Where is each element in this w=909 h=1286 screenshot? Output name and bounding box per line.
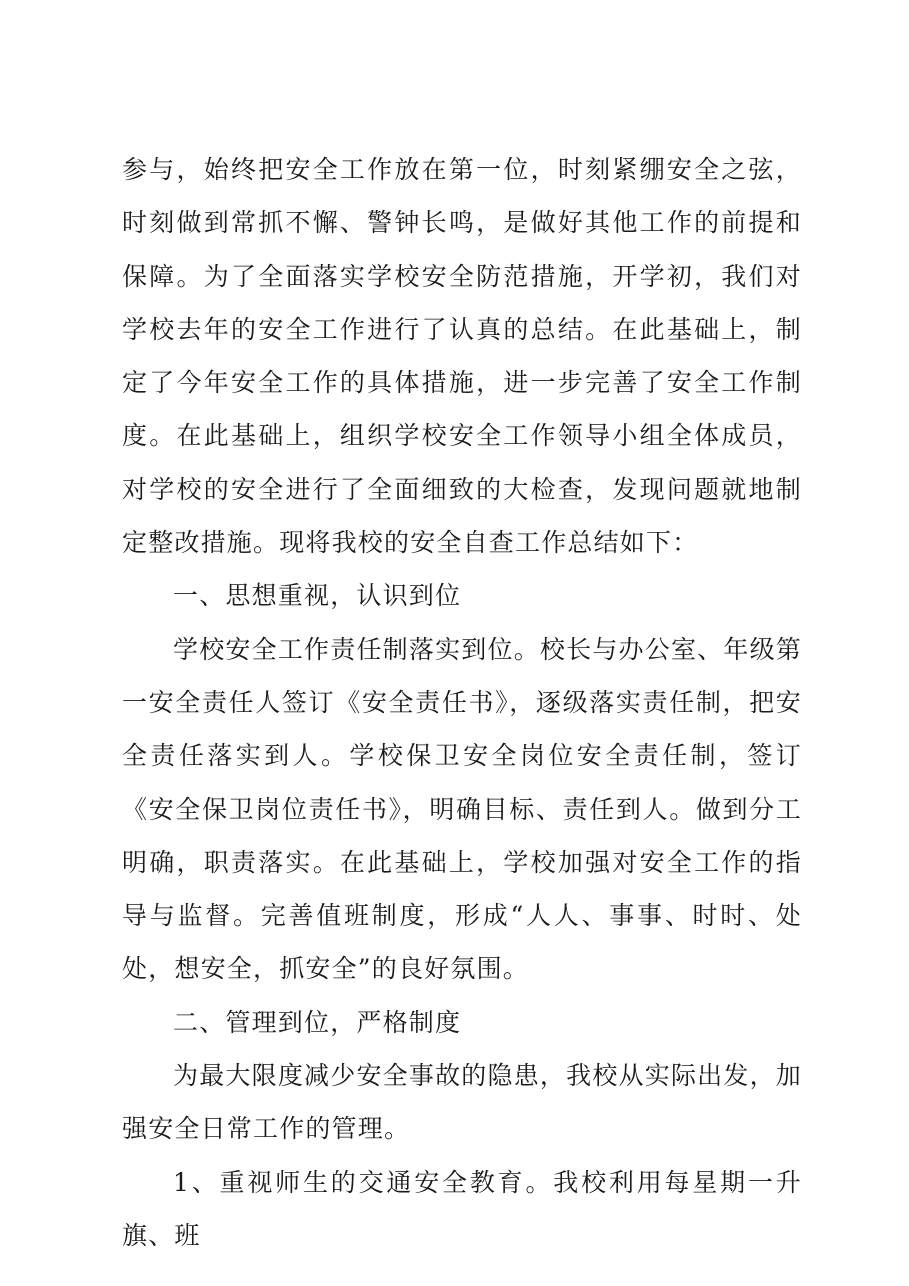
paragraph-section-1: 学校安全工作责任制落实到位。校长与办公室、年级第一安全责任人签订《安全责任书》，逐级落实责任制，把安全责任落实到人。学校保卫安全岗位安全责任制，签订《安全保卫岗位责任书》，明确目标、责任到人。做到分工明确，职责落实。在此基础上，学校加强对安全工作的指导与监督。完善值班制度，形成“人人、事事、时时、处处，想安全，抓安全”的良好氛围。 bbox=[122, 634, 802, 984]
section-heading-1: 一、思想重视，认识到位 bbox=[173, 581, 462, 611]
section-heading-2: 二、管理到位，严格制度 bbox=[173, 1007, 462, 1037]
paragraph-section-2: 为最大限度减少安全事故的隐患，我校从实际出发，加强安全日常工作的管理。 bbox=[122, 1061, 802, 1144]
paragraph-item-1: 1、重视师生的交通安全教育。我校利用每星期一升旗、班 bbox=[122, 1167, 802, 1250]
paragraph-intro: 参与，始终把安全工作放在第一位，时刻紧绷安全之弦，时刻做到常抓不懈、警钟长鸣，是做好其他工作的前提和保障。为了全面落实学校安全防范措施，开学初，我们对学校去年的安全工作进行了认真的总结。在此基础上，制定了今年安全工作的具体措施，进一步完善了安全工作制度。在此基础上，组织学校安全工作领导小组全体成员，对学校的安全进行了全面细致的大检查，发现问题就地制定整改措施。现将我校的安全自查工作总结如下： bbox=[122, 155, 802, 558]
document-body bbox=[122, 143, 802, 1262]
